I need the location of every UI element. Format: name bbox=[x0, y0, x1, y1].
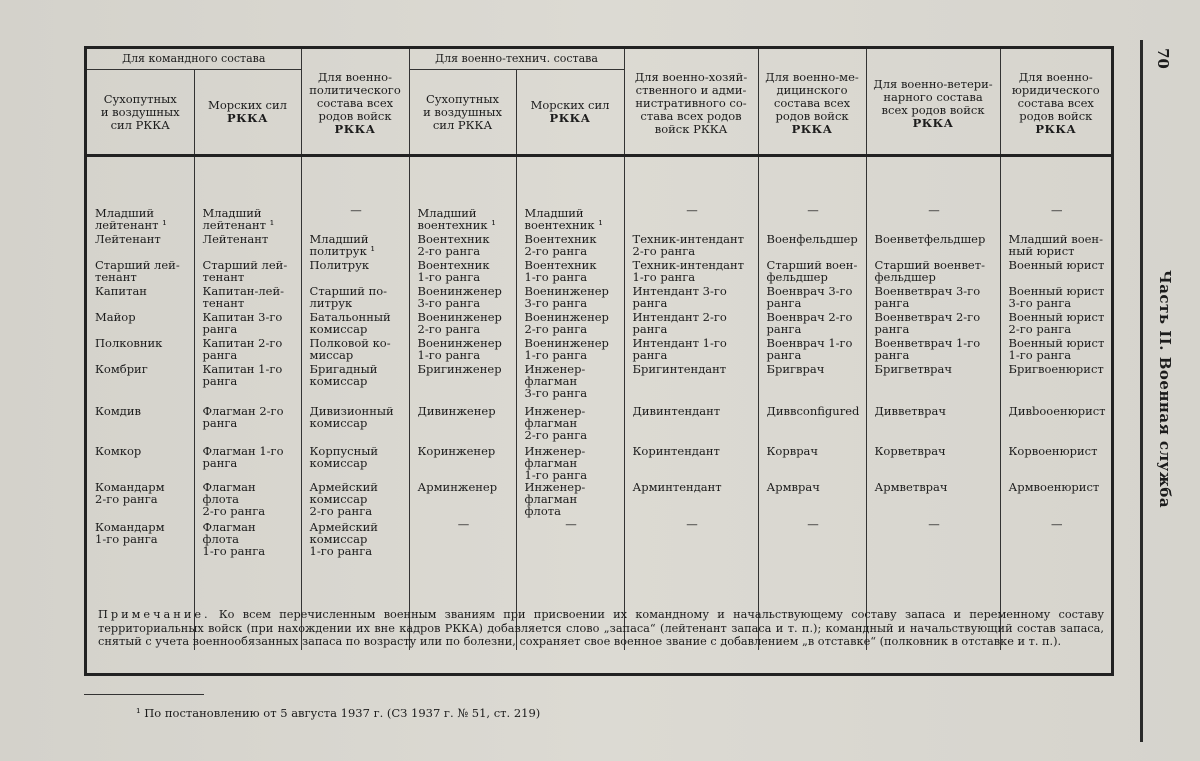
rank-entry: Военветврач 3-го ранга bbox=[874, 284, 981, 310]
rank-entry: Капитан 1-го ранга bbox=[202, 362, 283, 388]
rank-entry: Армврач bbox=[766, 480, 820, 494]
rank-entry: Арминтендант bbox=[632, 480, 722, 494]
rank-entry: Военинженер 2-го ранга bbox=[417, 310, 502, 336]
column-3-ranks bbox=[301, 156, 409, 651]
rank-entry: Командарм 1-го ранга bbox=[95, 520, 165, 546]
rank-entry: Капитан bbox=[95, 284, 147, 298]
rank-entry: Майор bbox=[95, 310, 136, 324]
rank-entry: — bbox=[807, 203, 819, 217]
rank-entry: Комдив bbox=[95, 404, 141, 418]
rank-entry: Военинженер 1-го ранга bbox=[524, 336, 609, 362]
col-header-legal: Для военно- юридического состава всех родов войск РККА bbox=[1000, 49, 1111, 154]
rank-entry: — bbox=[928, 203, 940, 217]
rank-entry: — bbox=[350, 203, 362, 217]
rank-entry: Диввconfigured bbox=[766, 404, 860, 418]
col-header-economic: Для военно-хозяй- ственного и адми- нистративного со- става всех родов войск РККА bbox=[624, 49, 758, 154]
rank-entry: — bbox=[565, 517, 577, 531]
rank-entry: Арминженер bbox=[417, 480, 498, 494]
rank-entry: Политрук bbox=[309, 258, 370, 272]
rank-entry: Корвоенюрист bbox=[1008, 444, 1098, 458]
rank-entry: Военинженер 2-го ранга bbox=[524, 310, 609, 336]
rank-entry: Военветврач 1-го ранга bbox=[874, 336, 981, 362]
rank-entry: Корврач bbox=[766, 444, 819, 458]
page-number: 70 bbox=[1154, 48, 1172, 69]
rank-entry: Старший воен- фельдшер bbox=[766, 258, 858, 284]
rank-entry: Инженер- флагман флота bbox=[524, 480, 586, 518]
rank-entry: Военный юрист 1-го ранга bbox=[1008, 336, 1105, 362]
rank-entry: Военный юрист bbox=[1008, 258, 1105, 272]
rank-entry: — bbox=[686, 203, 698, 217]
column-5-ranks bbox=[516, 156, 624, 651]
rank-entry: Капитан-лей- тенант bbox=[202, 284, 285, 310]
table-body-row bbox=[87, 156, 1111, 651]
ranks-table bbox=[87, 49, 1111, 650]
rank-entry: Капитан 2-го ранга bbox=[202, 336, 283, 362]
rank-entry: Флагман 2-го ранга bbox=[202, 404, 284, 430]
rank-entry: Командарм 2-го ранга bbox=[95, 480, 165, 506]
rank-entry: Младший воен- ный юрист bbox=[1008, 232, 1103, 258]
rank-entry: Флагман 1-го ранга bbox=[202, 444, 284, 470]
rank-entry: Техник-интендант 1-го ранга bbox=[632, 258, 745, 284]
rank-entry: Военврач 1-го ранга bbox=[766, 336, 853, 362]
rank-entry: Военинженер 3-го ранга bbox=[417, 284, 502, 310]
note-label: Примечание. bbox=[98, 608, 211, 621]
rank-entry: Военный юрист 2-го ранга bbox=[1008, 310, 1105, 336]
rank-entry: Воентехник 2-го ранга bbox=[417, 232, 490, 258]
group-header-command: Для командного состава bbox=[87, 49, 301, 70]
rank-entry: Армейский комиссар 2-го ранга bbox=[309, 480, 378, 518]
rank-entry: Флагман флота 1-го ранга bbox=[202, 520, 266, 558]
rank-entry: — bbox=[928, 517, 940, 531]
rank-entry: Дивинженер bbox=[417, 404, 496, 418]
rank-entry: Дивветврач bbox=[874, 404, 946, 418]
rank-entry: Интендант 1-го ранга bbox=[632, 336, 727, 362]
col-header-veterinary: Для военно-ветери- нарного состава всех родов войск РККА bbox=[866, 49, 1000, 154]
running-head: Часть II. Военная служба bbox=[1156, 270, 1174, 509]
rank-entry: Армвоенюрист bbox=[1008, 480, 1100, 494]
col-header-tech-land: Сухопутных и воздушных сил РККА bbox=[409, 70, 516, 155]
rank-entry: Корветврач bbox=[874, 444, 946, 458]
footnote: ¹ По постановлению от 5 августа 1937 г. (СЗ 1937 г. № 51, ст. 219) bbox=[136, 706, 541, 720]
rank-entry: Старший военвет- фельдшер bbox=[874, 258, 985, 284]
rank-entry: Коринженер bbox=[417, 444, 496, 458]
rank-entry: Военный юрист 3-го ранга bbox=[1008, 284, 1105, 310]
rank-entry: Интендант 3-го ранга bbox=[632, 284, 727, 310]
footnote-rule bbox=[84, 694, 204, 695]
rank-entry: Военврач 3-го ранга bbox=[766, 284, 853, 310]
column-1-ranks bbox=[87, 156, 194, 651]
rank-entry: Корпусный комиссар bbox=[309, 444, 379, 470]
rank-entry: Капитан 3-го ранга bbox=[202, 310, 283, 336]
rank-entry: Дивинтендант bbox=[632, 404, 721, 418]
rank-entry: Военфельдшер bbox=[766, 232, 858, 246]
rank-entry: Воентехник 1-го ранга bbox=[524, 258, 597, 284]
rank-entry: Инженер- флагман 3-го ранга bbox=[524, 362, 588, 400]
rank-entry: Полковой ко- миссар bbox=[309, 336, 391, 362]
rank-entry: Лейтенант bbox=[95, 232, 161, 246]
rank-entry: Инженер- флагман 2-го ранга bbox=[524, 404, 588, 442]
rank-entry: Бригвоенюрист bbox=[1008, 362, 1104, 376]
col-header-political: Для военно- политического состава всех родов войск РККА bbox=[301, 49, 409, 154]
note bbox=[98, 608, 1104, 649]
column-6-ranks bbox=[624, 156, 758, 651]
rank-entry: — bbox=[1051, 517, 1063, 531]
rank-entry: Дивbooенюрист bbox=[1008, 404, 1106, 418]
rank-entry: Младший воентехник ¹ bbox=[417, 206, 496, 232]
rank-entry: Полковник bbox=[95, 336, 163, 350]
rank-entry: Флагман флота 2-го ранга bbox=[202, 480, 266, 518]
rank-entry: Бригинженер bbox=[417, 362, 502, 376]
col-header-command-land: Сухопутных и воздушных сил РККА bbox=[100, 91, 180, 132]
rank-entry: Воентехник 1-го ранга bbox=[417, 258, 490, 284]
rank-entry: Бригинтендант bbox=[632, 362, 727, 376]
column-2-ranks bbox=[194, 156, 301, 651]
rank-entry: Младший воентехник ¹ bbox=[524, 206, 603, 232]
col-header-medical: Для военно-ме- дицинского состава всех родов войск РККА bbox=[758, 49, 866, 154]
margin-rule bbox=[1140, 40, 1143, 742]
note-text: Ко всем перечисленным военным званиям при присвоении их командному и начальствующему составу запаса и переменному составу территориальных войск (при нахождении их вне кадров РККА) добавляется слово „запаса“ (лейтенант запаса и т. п.); командный и начальствующий состав запаса, снятый с учета военнообязанных запаса по возрасту или по болезни, сохраняет свое военное звание с добавлением „в отставке“ (полковник в отставке и т. п.). bbox=[98, 608, 1104, 648]
rank-entry: Армветврач bbox=[874, 480, 948, 494]
rank-entry: Армейский комиссар 1-го ранга bbox=[309, 520, 378, 558]
rank-entry: Старший лей- тенант bbox=[202, 258, 288, 284]
column-9-ranks bbox=[1000, 156, 1111, 651]
group-header-tech: Для военно-технич. состава bbox=[409, 49, 624, 70]
rank-entry: Комбриг bbox=[95, 362, 148, 376]
rank-entry: Техник-интендант 2-го ранга bbox=[632, 232, 745, 258]
rank-entry: Батальонный комиссар bbox=[309, 310, 391, 336]
rank-entry: Военветфельдшер bbox=[874, 232, 986, 246]
rank-entry: — bbox=[686, 517, 698, 531]
col-header-command-navy: Морских сил РККА bbox=[194, 70, 301, 155]
rank-entry: Комкор bbox=[95, 444, 142, 458]
rank-entry: Коринтендант bbox=[632, 444, 720, 458]
rank-entry: Лейтенант bbox=[202, 232, 269, 246]
rank-entry: Бригветврач bbox=[874, 362, 952, 376]
rank-entry: Дивизионный комиссар bbox=[309, 404, 394, 430]
rank-entry: — bbox=[807, 517, 819, 531]
rank-entry: Младший лейтенант ¹ bbox=[95, 206, 167, 232]
rank-entry: Бригврач bbox=[766, 362, 825, 376]
rank-entry: Старший лей- тенант bbox=[95, 258, 180, 284]
rank-entry: Инженер- флагман 1-го ранга bbox=[524, 444, 588, 482]
rank-entry: Военврач 2-го ранга bbox=[766, 310, 853, 336]
rank-entry: Военинженер 1-го ранга bbox=[417, 336, 502, 362]
column-4-ranks bbox=[409, 156, 516, 651]
rank-entry: Военинженер 3-го ранга bbox=[524, 284, 609, 310]
column-8-ranks bbox=[866, 156, 1000, 651]
rank-entry: Интендант 2-го ранга bbox=[632, 310, 727, 336]
rank-entry: Младший лейтенант ¹ bbox=[202, 206, 275, 232]
column-7-ranks bbox=[758, 156, 866, 651]
rank-entry: Бригадный комиссар bbox=[309, 362, 378, 388]
col-header-tech-navy: Морских сил РККА bbox=[516, 70, 624, 155]
rank-entry: — bbox=[1051, 203, 1063, 217]
rank-entry: Старший по- литрук bbox=[309, 284, 388, 310]
rank-entry: — bbox=[457, 517, 470, 531]
rank-entry: Младший политрук ¹ bbox=[309, 232, 376, 258]
rank-entry: Военветврач 2-го ранга bbox=[874, 310, 981, 336]
rank-entry: Воентехник 2-го ранга bbox=[524, 232, 597, 258]
